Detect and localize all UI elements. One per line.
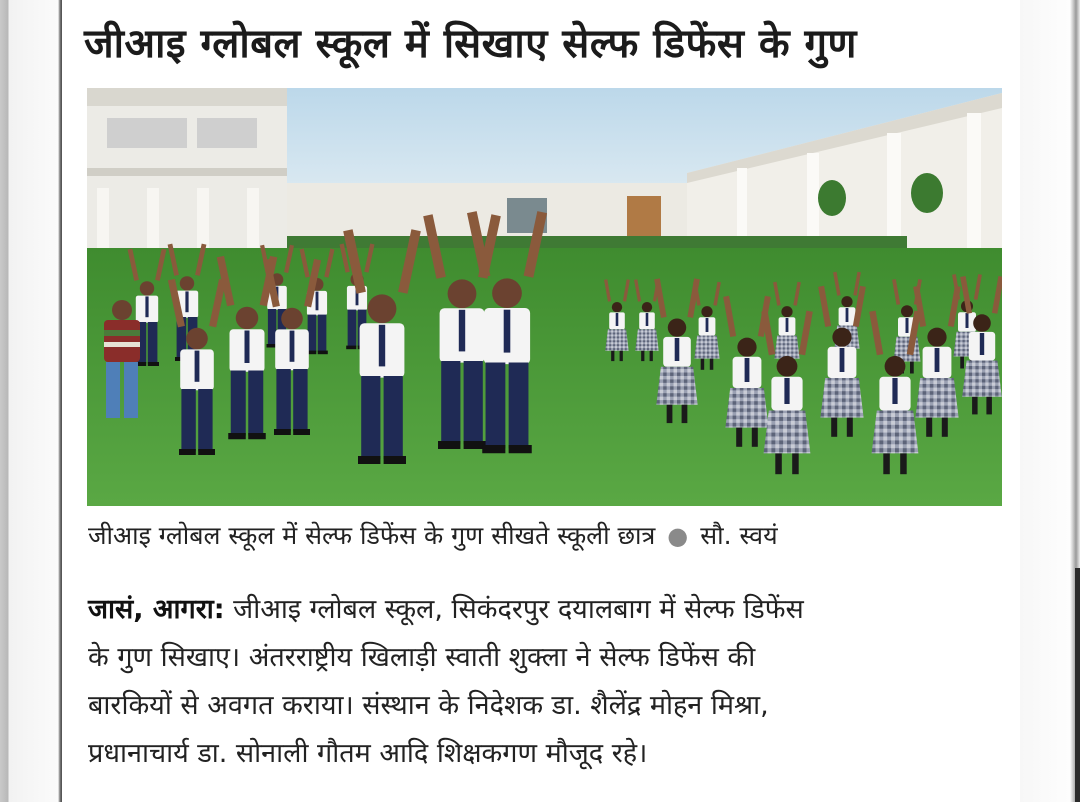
body-line-3: बारकियों से अवगत कराया। संस्थान के निदेशक डा. शैलेंद्र मोहन मिश्रा, [88,690,769,721]
caption-text: जीआइ ग्लोबल स्कूल में सेल्फ डिफेंस के गुण सीखते स्कूली छात्र [88,521,656,550]
body-line-2: के गुण सिखाए। अंतरराष्ट्रीय खिलाड़ी स्वाती शुक्ला ने सेल्फ डिफेंस की [88,642,756,673]
news-clipping [62,0,1020,802]
paper-edge-left [0,0,62,802]
news-photo [87,88,1002,506]
headline: जीआइ ग्लोबल स्कूल में सिखाए सेल्फ डिफेंस के गुण [84,21,857,67]
photo-caption [88,514,1013,558]
article-body [88,586,1013,778]
body-line-1-text: जीआइ ग्लोबल स्कूल, सिकंदरपुर दयालबाग में सेल्फ डिफेंस [224,594,804,625]
edge-mark [1075,568,1080,802]
bullet-icon: ● [667,522,689,550]
body-line-1 [88,586,1013,634]
paper-edge-right [1020,0,1080,802]
body-line-4: प्रधानाचार्य डा. सोनाली गौतम आदि शिक्षकगण मौजूद रहे। [88,738,648,769]
dateline: जासं, आगरा: [88,594,225,625]
photo-credit: सौ. स्वयं [700,521,778,550]
